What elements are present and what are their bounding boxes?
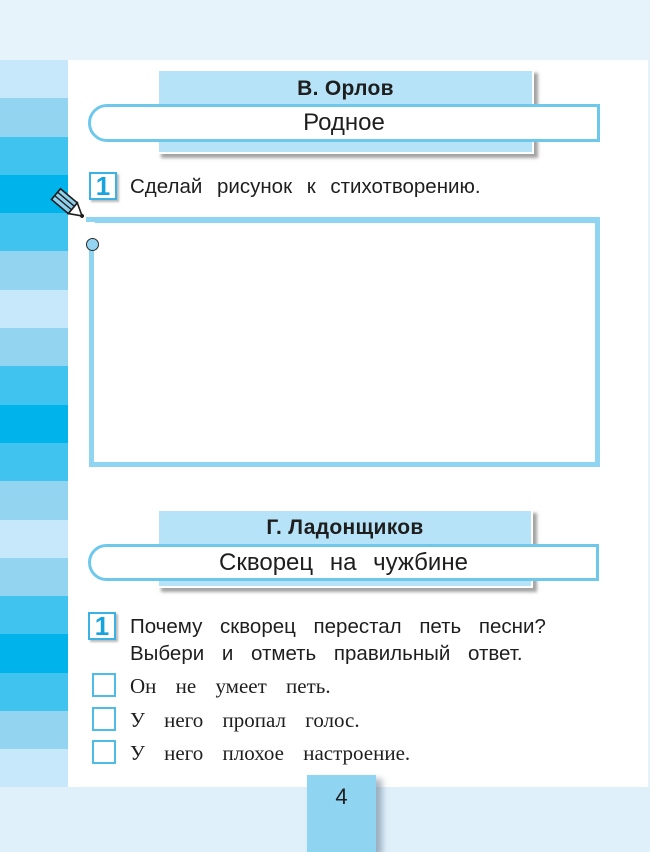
stripe bbox=[0, 137, 68, 175]
stripe bbox=[0, 520, 68, 558]
page-number bbox=[307, 775, 376, 852]
stripe bbox=[0, 366, 68, 404]
stripe bbox=[0, 251, 68, 289]
stripe bbox=[0, 749, 68, 787]
answer-checkbox-3[interactable] bbox=[92, 740, 116, 764]
stripe bbox=[0, 596, 68, 634]
poem-title: Скворец на чужбине bbox=[219, 549, 468, 576]
poem-title-bar bbox=[88, 544, 599, 581]
stripe bbox=[0, 60, 68, 98]
answer-checkbox-2[interactable] bbox=[92, 707, 116, 731]
poem-title-bar bbox=[88, 104, 600, 142]
top-margin bbox=[0, 0, 650, 60]
stripe bbox=[0, 443, 68, 481]
page-number-text: 4 bbox=[335, 784, 348, 809]
question-line-1: Почему скворец перестал петь песни? bbox=[130, 615, 546, 638]
question-line-2: Выбери и отметь правильный ответ. bbox=[130, 642, 523, 665]
drawing-area-top-edge bbox=[86, 217, 600, 222]
answer-option-3: У него плохое настроение. bbox=[130, 741, 411, 765]
author-name: В. Орлов bbox=[297, 77, 394, 100]
stripe bbox=[0, 290, 68, 328]
stripe bbox=[0, 711, 68, 749]
task-number-badge: 1 bbox=[88, 612, 116, 640]
stripe bbox=[0, 405, 68, 443]
pencil-icon bbox=[48, 186, 90, 224]
drawing-area[interactable] bbox=[89, 218, 600, 467]
answer-checkbox-1[interactable] bbox=[92, 673, 116, 697]
decorative-stripes bbox=[0, 60, 68, 787]
stripe bbox=[0, 98, 68, 136]
stripe bbox=[0, 673, 68, 711]
stripe bbox=[0, 558, 68, 596]
task-number-badge: 1 bbox=[89, 172, 117, 200]
bullet-dot bbox=[86, 238, 99, 251]
stripe bbox=[0, 328, 68, 366]
stripe bbox=[0, 634, 68, 672]
answer-option-1: Он не умеет петь. bbox=[130, 674, 331, 698]
stripe bbox=[0, 481, 68, 519]
task-instruction: Сделай рисунок к стихотворению. bbox=[130, 175, 481, 198]
answer-option-2: У него пропал голос. bbox=[130, 708, 360, 732]
author-name: Г. Ладонщиков bbox=[266, 516, 424, 539]
poem-title: Родное bbox=[303, 109, 385, 136]
